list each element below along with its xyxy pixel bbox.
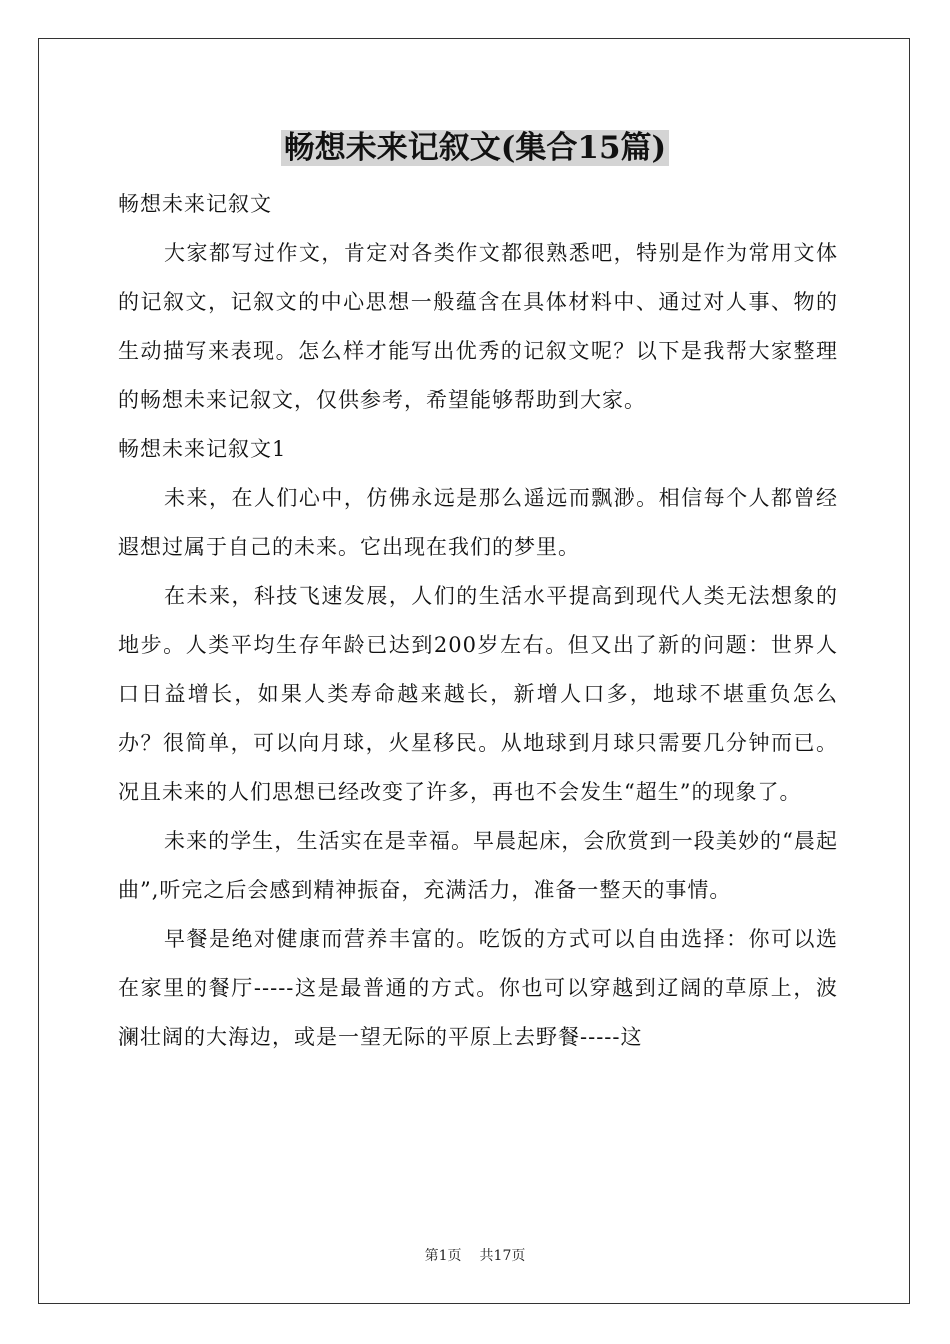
document-title <box>0 126 950 170</box>
page-total: 共17页 <box>479 1248 526 1264</box>
document-body <box>118 180 838 1062</box>
paragraph-4: 早餐是绝对健康而营养丰富的。吃饭的方式可以自由选择：你可以选在家里的餐厅-----这是最普通的方式。你也可以穿越到辽阔的草原上，波澜壮阔的大海边，或是一望无际的平原上去野餐-----这 <box>118 927 838 1049</box>
document-title-text: 畅想未来记叙文(集合15篇) <box>281 130 669 166</box>
paragraph-2: 在未来，科技飞速发展，人们的生活水平提高到现代人类无法想象的地步。人类平均生存年龄已达到200岁左右。但又出了新的问题：世界人口日益增长，如果人类寿命越来越长，新增人口多，地球不堪重负怎么办？很简单，可以向月球，火星移民。从地球到月球只需要几分钟而已。况且未来的人们思想已经改变了许多，再也不会发生“超生”的现象了。 <box>118 584 838 804</box>
page-number: 第1页 <box>424 1248 462 1264</box>
page-footer <box>0 1246 950 1266</box>
paragraph-intro: 大家都写过作文，肯定对各类作文都很熟悉吧，特别是作为常用文体的记叙文，记叙文的中心思想一般蕴含在具体材料中、通过对人事、物的生动描写来表现。怎么样才能写出优秀的记叙文呢？以下是我帮大家整理的畅想未来记叙文，仅供参考，希望能够帮助到大家。 <box>118 241 838 412</box>
paragraph-3: 未来的学生，生活实在是幸福。早晨起床，会欣赏到一段美妙的“晨起曲”,听完之后会感到精神振奋，充满活力，准备一整天的事情。 <box>118 829 838 902</box>
paragraph-1: 未来，在人们心中，仿佛永远是那么遥远而飘渺。相信每个人都曾经遐想过属于自己的未来。它出现在我们的梦里。 <box>118 486 838 559</box>
section-heading: 畅想未来记叙文 <box>118 192 272 216</box>
section-heading-1: 畅想未来记叙文1 <box>118 437 287 461</box>
